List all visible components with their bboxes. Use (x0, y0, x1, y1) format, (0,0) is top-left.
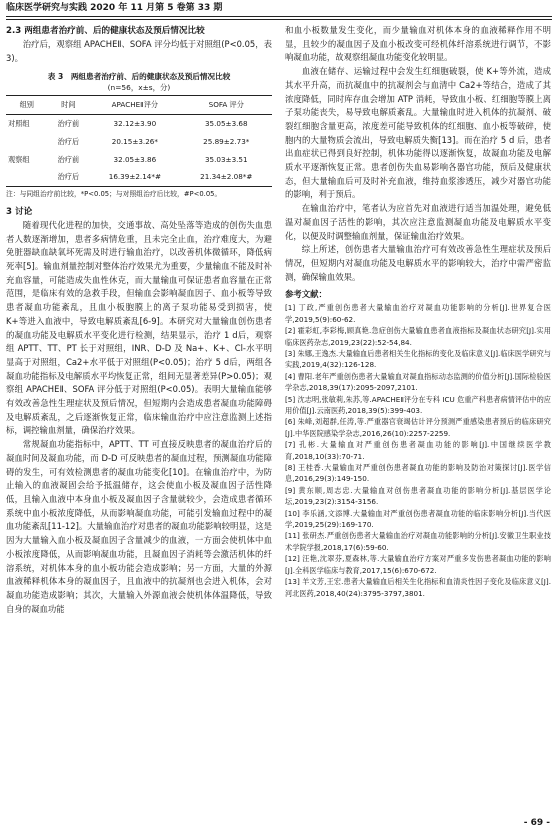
discussion-paragraph-2: 常规凝血功能指标中，APTT、TT 可直接反映患者的凝血治疗后的凝血时间及凝血功能，而 D-D 可反映患者的凝血过程，预测凝血功能障碍的发生，可有效检测患者的凝血功能变化[10]。在输血治疗中，为防止输入的血液凝固会给予抵温储存，这会使血小板及凝血因子活性降低，且输入血液中本身血小板及凝血因子含量就较少，会造成患者循环系统中血小板浓度降低，从而影响凝血功能，可能引发输血过程中的凝血功能紊乱[11-12]。大量输血治疗对患者的凝血功能影响较明显，这是因为大量输入血小板及凝血因子含量减少的血液，一方面会使机体中血小板浓度降低，从而影响凝血功能，且凝血因子消耗等会激活机体的纤溶系统，对机体本身的血小板功能会造成影响；另一方面，大量的外源血液稀释机体本身的凝血因子，且血液中的抗凝剂也会进入机体，会对凝血功能造成影响；其次，大量输入外源血液会使机体体温降低，导致自身的凝血功能 (6, 439, 272, 614)
reference-item: [6] 朱峰,刘超群,任涛,等.严重器官衰竭估计评分预测严重感染患者预后的临床研究[J].中华医院感染学杂志,2016,26(10):2257-2259. (285, 417, 551, 438)
table-3 (6, 95, 272, 187)
reference-item: [1] 丁政,严重创伤患者大量输血治疗对凝血功能影响的分析[J].世界复合医学,2019,5(9):60-62. (285, 303, 551, 324)
cell-sofa: 25.89±2.73* (203, 136, 250, 146)
header-rule-thin (6, 19, 552, 20)
cell-apache: 20.15±3.26* (111, 136, 158, 146)
cell-sofa: 35.05±3.68 (204, 119, 248, 129)
reference-item: [11] 张研杰.严重创伤患者大量输血治疗对凝血功能影响的分析[J].安徽卫生职业技术学院学报,2018,17(6):59-60. (285, 531, 551, 552)
reference-list (285, 302, 551, 599)
cell-group (6, 133, 48, 151)
table-row (6, 151, 272, 169)
cell-group (6, 168, 48, 186)
reference-item: [8] 王桂香.大量输血对严重创伤患者凝血功能的影响及防治对策探讨[J].医学信息,2016,29(3):149-150. (285, 463, 551, 484)
th-time: 时间 (48, 96, 90, 115)
cell-group: 对照组 (8, 119, 30, 129)
cell-sofa: 21.34±2.08*# (181, 168, 272, 186)
discussion-paragraph-4: 在输血治疗中，笔者认为应首先对血液进行适当加温处理，避免低温对凝血因子活性的影响，其次应注意监测凝血功能及电解质水平变化，以便及时调整输血剂量，保证输血治疗效果。 (285, 203, 551, 241)
table-header-row (6, 96, 272, 115)
cell-apache: 32.12±3.90 (113, 119, 157, 129)
reference-item: [12] 汪艳,沈翠芬,夏森林,等.大量输血治疗方案对严重多发伤患者凝血功能的影响[J].全科医学临床与教育,2017,15(6):670-672. (285, 554, 551, 575)
left-column (6, 24, 272, 814)
table-3-subcaption: (n=56，x±s，分) (107, 83, 171, 93)
cell-time: 治疗前 (57, 119, 80, 129)
table-3-note: 注：与同组治疗前比较，*P<0.05；与对照组治疗后比较，#P<0.05。 (6, 189, 222, 198)
header-rule-thick (6, 16, 552, 17)
cell-time: 治疗后 (57, 136, 80, 146)
section-2-3-text: 治疗后，观察组 APACHEⅡ、SOFA 评分均低于对照组(P<0.05，表 3)。 (6, 39, 272, 63)
reference-item: [3] 朱娜,王逸杰.大量输血后患者相关生化指标的变化及临床意义[J].临床医学研究与实践,2019,4(32):126-128. (285, 348, 551, 370)
page-number: - 69 - (523, 818, 550, 828)
reference-item: [9] 黄东顺,周志忠.大量输血对创伤患者凝血功能的影响分析[J].基层医学论坛,2019,23(2):3154-3156. (285, 485, 551, 507)
reference-item: [5] 沈志明,张敏莉,朱苏,等.APACHEⅡ评分在专科 ICU 危重产科患者病情评估中的应用价值[J].云南医药,2018,39(5):399-403. (285, 394, 551, 416)
conclusion-paragraph: 综上所述，创伤患者大量输血治疗可有效改善急性生理症状及预后情况，但短期内对凝血功能及电解质水平的影响较大，治疗中需严密监测，确保输血效果。 (285, 244, 551, 282)
continued-paragraph: 和血小板数量发生变化，而少量输血对机体本身的血液稀释作用不明显，且较少的凝血因子及血小板改变可经机体纤溶系统进行调节，不影响凝血功能，故观察组凝血功能变化较明显。 (285, 25, 551, 63)
discussion-paragraph-3: 血液在储存、运输过程中会发生红细胞破裂，使 K+等外流，造成其水平升高，而抗凝血中的抗凝剂会与血清中 Ca2+等结合，造成了其浓度降低，同时库存血会增加 ATP 消耗，导致血小板、红细胞等膜上离子泵功能丧失，易导致电解质紊乱。大量输血时进入机体的抗凝剂、破裂红细胞含量更高，浓度差可能导致机体的红细胞、血小板等破碎，使胞内的大量物质会流出，导致电解质失衡[13]。而在治疗 5 d 后，患者出血症状已得到良好控制，机体功能得以逐渐恢复，故凝血功能及电解质水平逐渐恢复正常。患者创伤失血易影响各器官功能，预后及健康状态，但大量输血后可及时补充血液，维持血浆渗透压，减少对器官功能的影响，利于预后。 (285, 66, 551, 200)
cell-apache: 32.05±3.86 (113, 154, 157, 164)
cell-group: 观察组 (8, 154, 30, 164)
table-3-caption: 表 3 两组患者治疗前、后的健康状态及预后情况比较 (47, 72, 231, 82)
table-row (6, 133, 272, 151)
cell-sofa: 35.03±3.51 (204, 154, 248, 164)
reference-item: [2] 霍彩虹,李彩梅,顾真艳.急症创伤大量输血患者血液指标及凝血状态研究[J].实用临床医药杂志,2019,23(22):52-54,84. (285, 326, 551, 347)
table-row (6, 168, 272, 186)
running-header: 临床医学研究与实践 2020 年 11 月第 5 卷第 33 期 (6, 3, 223, 13)
reference-item: [13] 羊文芳,王宏.患者大量输血后相关生化指标和血清炎性因子变化及临床意义[J].河北医药,2018,40(24):3795-3797,3801. (285, 577, 551, 598)
reference-item: [4] 曹阳.老年严重创伤患者大量输血对凝血指标动态监测的价值分析[J].国际检验医学杂志,2018,39(17):2095-2097,2101. (285, 371, 551, 393)
table-row (6, 115, 272, 133)
reference-item: [10] 李乐涵,文添博.大量输血对严重创伤患者凝血功能的临床影响分析[J].当代医学,2019,25(29):169-170. (285, 508, 551, 530)
section-2-3-title: 2.3 两组患者治疗前、后的健康状态及预后情况比较 (6, 26, 205, 36)
section-3-title: 3 讨论 (6, 206, 33, 217)
right-column (285, 24, 551, 814)
th-apache: APACHEⅡ评分 (89, 96, 180, 115)
th-sofa: SOFA 评分 (181, 96, 272, 115)
references-title: 参考文献： (285, 289, 327, 300)
th-group: 组别 (6, 96, 48, 115)
discussion-paragraph-1: 随着现代化进程的加快，交通事故、高处坠落等造成的创伤失血患者人数逐渐增加，患者多病情危重，且未完全止血，治疗难度大，为避免脏器缺血缺氧坏死需及时进行输血治疗，以改善机体微循环，降低病死率[5]。输血剂量控制对整体治疗效果尤为重要，少量输血不能及时补充血容量，可能造成失血性休克，而大量输血可保证患者血容量在正常范围，是临床有效的急救手段，但输血会影响凝血因子、血小板等导致患者凝血功能紊乱，且血小板胞膜上的离子泵功能易受到损害，使 K+等进入血液中，导致电解质紊乱[6-9]。本研究对大量输血创伤患者的凝血功能及电解质水平变化进行检测，结果显示，治疗 1 d后，观察组 APTT、TT、PT 长于对照组，INR、D-D 及 Na+、K+、Cl-水平明显高于对照组，Ca2+水平低于对照组(P<0.05)；治疗 5 d后，两组各凝血功能指标及电解质水平均恢复正常，组间无显著差异(P>0.05)；观察组 APACHEⅡ、SOFA 评分低于对照组(P<0.05)。表明大量输血能够有效改善急性生理症状及预后情况，但短期内会造成患者凝血功能障碍及电解质紊乱，之后逐渐恢复正常，临床输血治疗中应注意监测上述指标，调控输血剂量，确保治疗效果。 (6, 219, 272, 436)
cell-time: 治疗前 (57, 154, 80, 164)
cell-apache: 16.39±2.14*# (89, 168, 180, 186)
reference-item: [7] 孔彬.大量输血对严重创伤患者凝血功能的影响[J].中国继续医学教育,2018,10(33):70-71. (285, 440, 551, 461)
cell-time: 治疗后 (48, 168, 90, 186)
